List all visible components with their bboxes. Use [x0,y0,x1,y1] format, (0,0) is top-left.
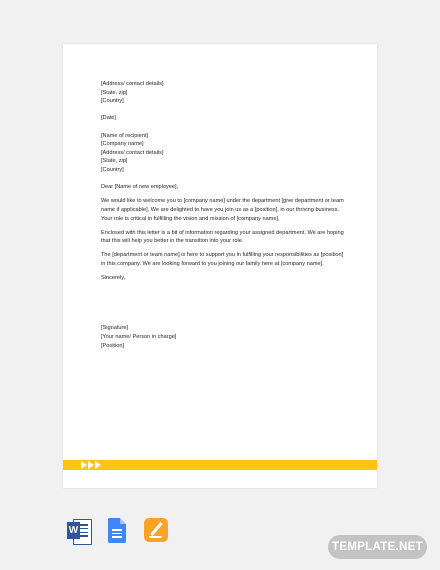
closing-line: Sincerely, [101,275,126,282]
sender-address [101,80,341,106]
closing [101,274,341,283]
letter-date [101,114,341,123]
pages-icon[interactable] [143,518,167,544]
paragraph-line: We would like to welcome you to [company name] under the department [give department or team [101,198,344,205]
signature-block [101,324,341,350]
google-docs-icon[interactable] [105,518,129,544]
letter-page [63,44,377,488]
paragraph-line: Enclosed with this letter is a bit of information regarding your assigned department. We are hoping [101,229,344,236]
sender-address-line: [State, zip] [101,89,128,96]
paragraph-line: that this will help you better in the transition into your role. [101,238,244,245]
word-letter: W [67,522,80,539]
paragraph-line: name if applicable]. We are delighted to have you join us as a [position], in our thriving business. [101,206,340,213]
salutation-line: Dear [Name of new employee], [101,184,179,191]
paragraph-line: in this company. We are looking forward to you joining our family here at [company name]. [101,261,324,268]
recipient-address [101,132,341,175]
word-icon[interactable] [67,518,91,544]
app-icons [67,518,167,544]
recipient-address-line: [Country] [101,166,124,173]
sender-address-line: [Address/ contact details] [101,81,164,87]
recipient-address-line: [Company name] [101,141,144,148]
template-net-logo[interactable]: TEMPLATE.NET [328,535,427,559]
paragraph-welcome [101,197,344,223]
recipient-address-line: [Name of recipient] [101,132,148,139]
recipient-address-line: [Address/ contact details] [101,149,164,156]
letter-body [101,80,344,350]
recipient-address-line: [State, zip] [101,158,128,165]
salutation [101,183,341,192]
signature-line: [Your name/ Person in charge] [101,334,177,341]
chevrons-icon [81,460,102,470]
signature-line: [Signature] [101,325,129,332]
paragraph-enclosed [101,229,344,246]
footer-bar [63,460,377,470]
signature-line: [Position] [101,342,125,349]
date-line: [Date] [101,115,116,122]
paragraph-line: Your role is critical in fulfilling the vision and mission of [company name]. [101,215,280,222]
sender-address-line: [Country] [101,98,124,105]
paragraph-support [101,251,344,268]
paragraph-line: The [department or team name] is here to support you in fulfilling your responsibilities as [position] [101,252,344,259]
